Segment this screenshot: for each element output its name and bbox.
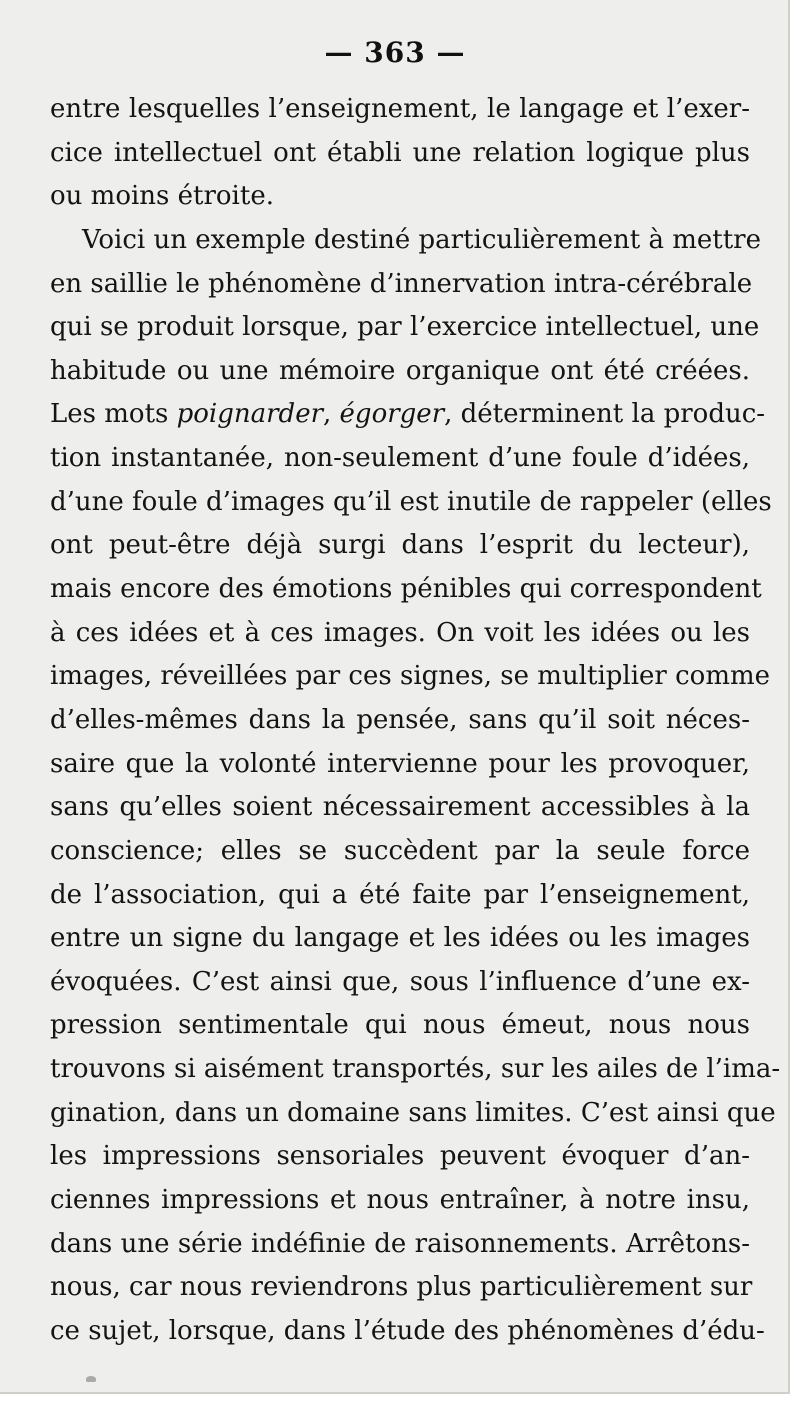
text-line: trouvons si aisément transportés, sur les ailes de l’ima- bbox=[50, 1054, 781, 1085]
text-line: ont peut-être déjà surgi dans l’esprit du lecteur), bbox=[50, 530, 750, 561]
text-line: d’elles-mêmes dans la pensée, sans qu’il soit néces- bbox=[50, 704, 750, 735]
text-line: gination, dans un domaine sans limites. C’est ainsi que bbox=[50, 1097, 776, 1128]
text-line: ce sujet, lorsque, dans l’étude des phénomènes d’édu- bbox=[50, 1315, 765, 1346]
text-line: saire que la volonté intervienne pour les provoquer, bbox=[50, 748, 750, 779]
page-number: — 363 — bbox=[324, 36, 466, 69]
text-line: habitude ou une mémoire organique ont été créées. bbox=[50, 355, 750, 386]
text-line: évoquées. C’est ainsi que, sous l’influence d’une ex- bbox=[50, 966, 750, 997]
text-line: images, réveillées par ces signes, se multiplier comme bbox=[50, 661, 771, 692]
text-line: ciennes impressions et nous entraîner, à notre insu, bbox=[50, 1185, 750, 1216]
text-line: en saillie le phénomène d’innervation intra-cérébrale bbox=[50, 268, 753, 299]
text-run: , déterminent la produc- bbox=[444, 399, 766, 430]
text-line: tion instantanée, non-seulement d’une foule d’idées, bbox=[50, 443, 750, 474]
text-line: conscience; elles se succèdent par la seule force bbox=[50, 835, 750, 866]
body-text bbox=[50, 88, 781, 1354]
text-line: nous, car nous reviendrons plus particulièrement sur bbox=[50, 1272, 753, 1303]
text-line: d’une foule d’images qu’il est inutile de rappeler (elles bbox=[50, 486, 772, 517]
text-line: mais encore des émotions pénibles qui correspondent bbox=[50, 574, 762, 605]
text-line: entre lesquelles l’enseignement, le langage et l’exer- bbox=[50, 94, 750, 124]
text-line: ou moins étroite. bbox=[50, 181, 274, 212]
paragraph-start-line: Voici un exemple destiné particulièrement à mettre bbox=[82, 224, 761, 255]
text-line: à ces idées et à ces images. On voit les idées ou les bbox=[50, 617, 750, 648]
text-line: cice intellectuel ont établi une relation logique plus bbox=[50, 137, 750, 168]
ink-speck bbox=[86, 1376, 96, 1382]
text-line: sans qu’elles soient nécessairement accessibles à la bbox=[50, 792, 750, 823]
italic-word-egorger: égorger bbox=[339, 399, 445, 430]
text-run: , bbox=[323, 399, 340, 430]
text-line: pression sentimentale qui nous émeut, nous nous bbox=[50, 1010, 750, 1041]
text-line-with-italics bbox=[50, 393, 766, 437]
text-line: qui se produit lorsque, par l’exercice intellectuel, une bbox=[50, 312, 760, 343]
text-run: Les mots bbox=[50, 399, 177, 430]
text-line: dans une série indéfinie de raisonnements. Arrêtons- bbox=[50, 1228, 750, 1259]
text-line: entre un signe du langage et les idées ou les images bbox=[50, 923, 750, 954]
text-line: les impressions sensoriales peuvent évoquer d’an- bbox=[50, 1141, 750, 1172]
text-line: de l’association, qui a été faite par l’enseignement, bbox=[50, 879, 750, 910]
italic-word-poignarder: poignarder bbox=[176, 399, 324, 430]
